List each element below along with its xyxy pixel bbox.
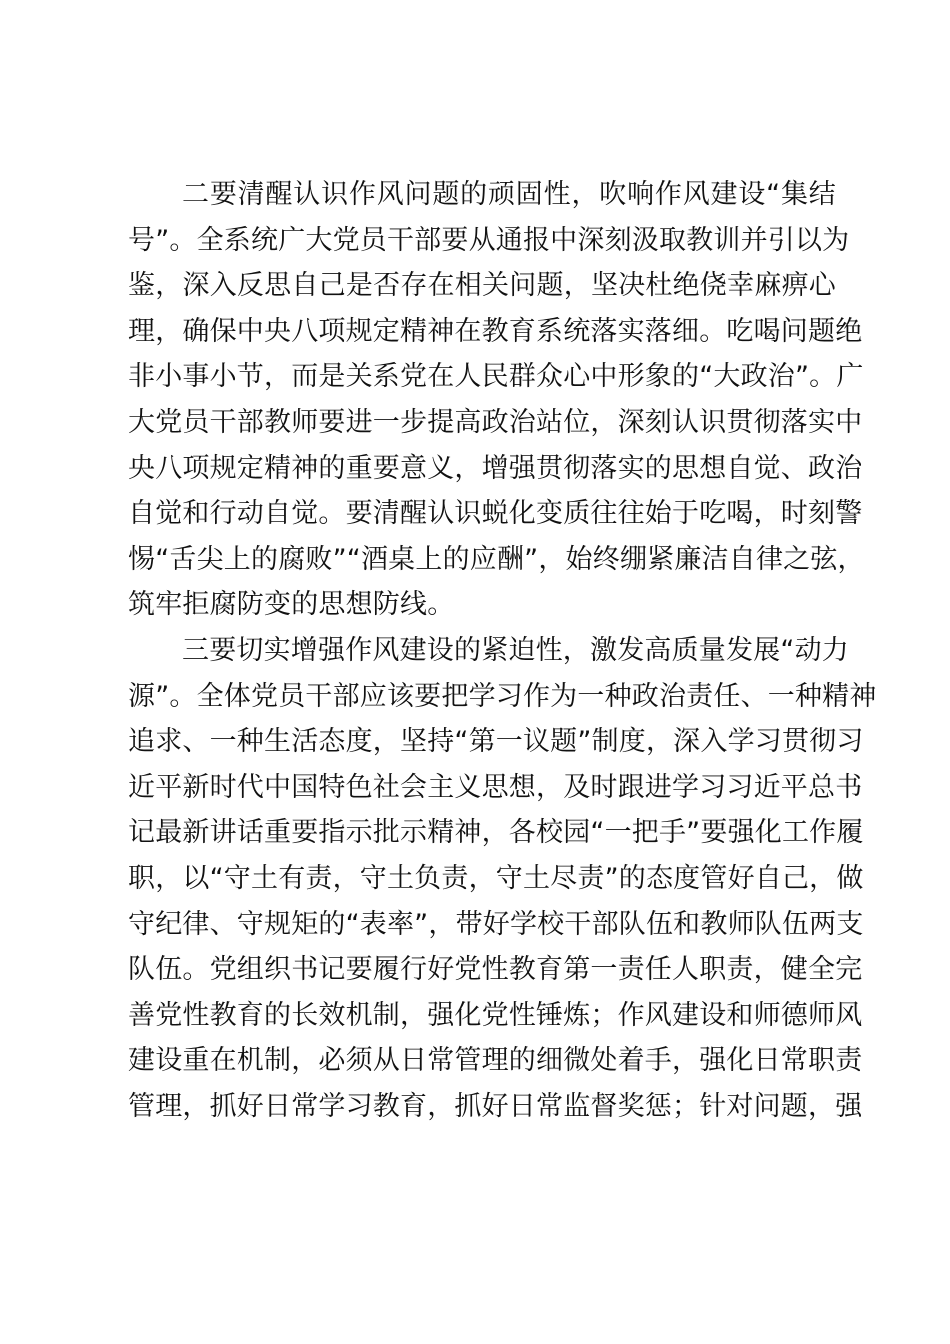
paragraph-line: 鉴，深入反思自己是否存在相关问题，坚决杜绝侥幸麻痹心 xyxy=(128,270,836,302)
document-body xyxy=(128,172,877,1129)
paragraph-line: 管理，抓好日常学习教育，抓好日常监督奖惩；针对问题，强 xyxy=(128,1090,863,1122)
paragraph-line: 善党性教育的长效机制，强化党性锤炼；作风建设和师德师风 xyxy=(128,999,863,1031)
paragraph-line: 职，以“守土有责，守土负责，守土尽责”的态度管好自己，做 xyxy=(128,862,864,894)
paragraph-3 xyxy=(128,628,877,1130)
paragraph-2 xyxy=(128,172,865,628)
paragraph-line: 二要清醒认识作风问题的顽固性，吹响作风建设“集结 xyxy=(182,179,836,210)
paragraph-line: 惕“舌尖上的腐败”“酒桌上的应酬”，始终绷紧廉洁自律之弦， xyxy=(128,543,865,575)
paragraph-line: 筑牢拒腐防变的思想防线。 xyxy=(128,589,455,621)
paragraph-line: 大党员干部教师要进一步提高政治站位，深刻认识贯彻落实中 xyxy=(128,406,863,438)
paragraph-line: 三要切实增强作风建设的紧迫性，激发高质量发展“动力 xyxy=(182,634,849,666)
paragraph-line: 号”。全系统广大党员干部要从通报中深刻汲取教训并引以为 xyxy=(128,224,850,256)
paragraph-line: 追求、一种生活态度，坚持“第一议题”制度，深入学习贯彻习 xyxy=(128,726,864,758)
paragraph-line: 理，确保中央八项规定精神在教育系统落实落细。吃喝问题绝 xyxy=(128,315,863,347)
paragraph-line: 建设重在机制，必须从日常管理的细微处着手，强化日常职责 xyxy=(128,1045,863,1077)
paragraph-line: 央八项规定精神的重要意义，增强贯彻落实的思想自觉、政治 xyxy=(128,452,863,484)
paragraph-line: 记最新讲话重要指示批示精神，各校园“一把手”要强化工作履 xyxy=(128,817,864,849)
paragraph-line: 自觉和行动自觉。要清醒认识蜕化变质往往始于吃喝，时刻警 xyxy=(128,498,863,530)
paragraph-line: 非小事小节，而是关系党在人民群众心中形象的“大政治”。广 xyxy=(128,361,864,393)
paragraph-line: 近平新时代中国特色社会主义思想，及时跟进学习习近平总书 xyxy=(128,771,863,803)
paragraph-line: 守纪律、守规矩的“表率”，带好学校干部队伍和教师队伍两支 xyxy=(128,908,864,940)
paragraph-line: 队伍。党组织书记要履行好党性教育第一责任人职责，健全完 xyxy=(128,954,863,986)
paragraph-line: 源”。全体党员干部应该要把学习作为一种政治责任、一种精神 xyxy=(128,680,877,712)
